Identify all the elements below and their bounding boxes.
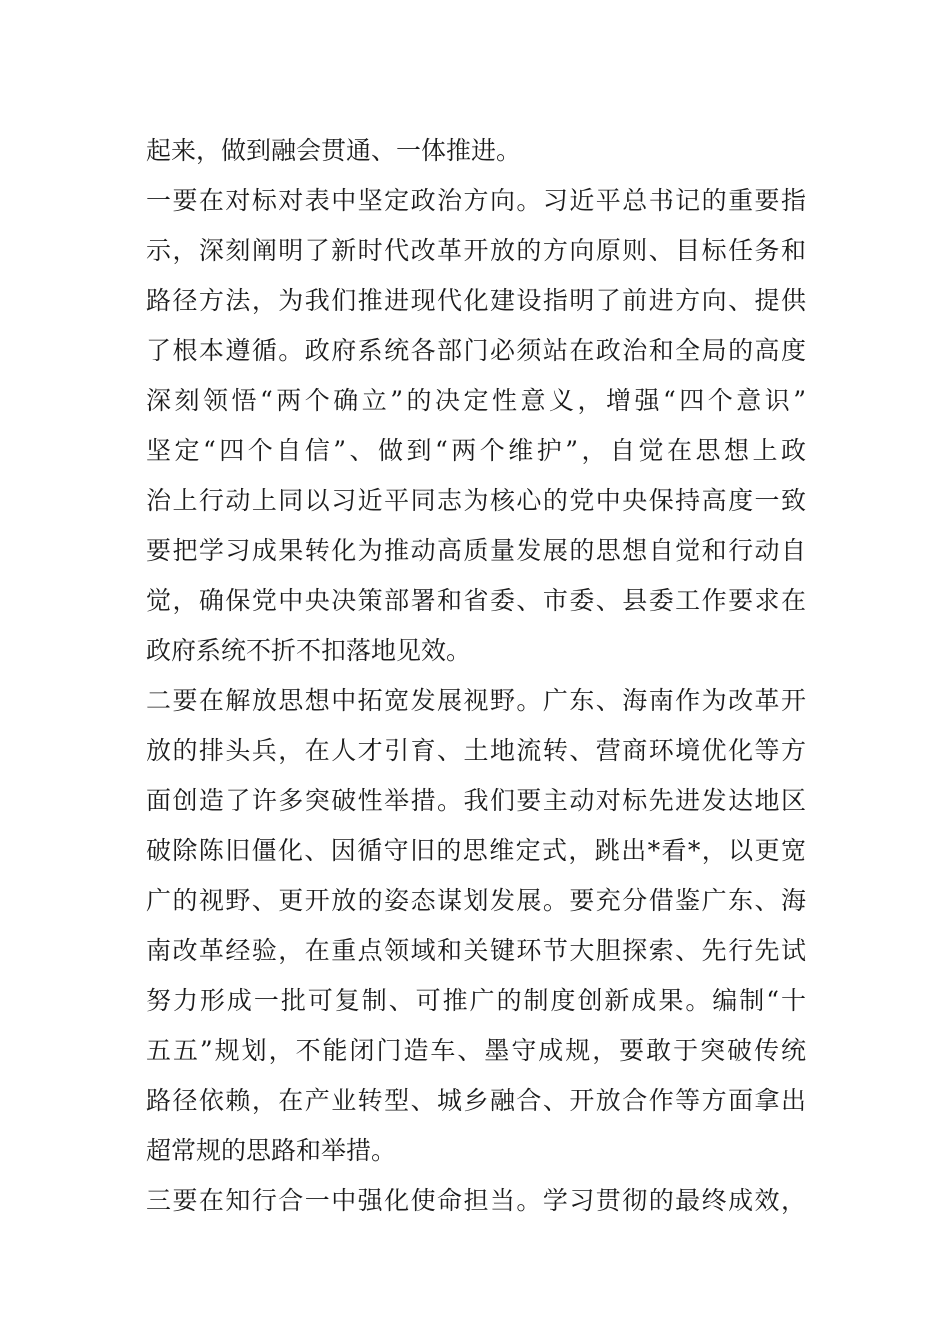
text-line: 治上行动上同以习近平同志为核心的党中央保持高度一致 (146, 486, 806, 515)
text-line: 三要在知行合一中强化使命担当。学习贯彻的最终成效， (146, 1186, 806, 1215)
text-line: 起来，做到融会贯通、一体推进。 (146, 136, 522, 165)
text-line: 广的视野、更开放的姿态谋划发展。要充分借鉴广东、海 (146, 886, 806, 915)
text-line: 五五”规划，不能闭门造车、墨守成规，要敢于突破传统 (146, 1036, 806, 1065)
text-line: 南改革经验，在重点领域和关键环节大胆探索、先行先试 (146, 936, 806, 965)
text-line: 路径方法，为我们推进现代化建设指明了前进方向、提供 (146, 286, 806, 315)
text-line: 深刻领悟“两个确立”的决定性意义，增强“四个意识” (146, 386, 806, 415)
text-line: 政府系统不折不扣落地见效。 (146, 636, 472, 665)
text-line: 破除陈旧僵化、因循守旧的思维定式，跳出*看*，以更宽 (146, 836, 806, 865)
text-line: 觉，确保党中央决策部署和省委、市委、县委工作要求在 (146, 586, 806, 615)
text-line: 路径依赖，在产业转型、城乡融合、开放合作等方面拿出 (146, 1086, 806, 1115)
text-line: 二要在解放思想中拓宽发展视野。广东、海南作为改革开 (146, 686, 806, 715)
text-line: 坚定“四个自信”、做到“两个维护”，自觉在思想上政 (146, 436, 806, 465)
text-line: 面创造了许多突破性举措。我们要主动对标先进发达地区 (146, 786, 806, 815)
text-line: 努力形成一批可复制、可推广的制度创新成果。编制“十 (146, 986, 806, 1015)
text-line: 了根本遵循。政府系统各部门必须站在政治和全局的高度 (146, 336, 806, 365)
text-line: 示，深刻阐明了新时代改革开放的方向原则、目标任务和 (146, 236, 806, 265)
text-line: 一要在对标对表中坚定政治方向。习近平总书记的重要指 (146, 186, 806, 215)
text-line: 超常规的思路和举措。 (146, 1136, 397, 1165)
text-line: 要把学习成果转化为推动高质量发展的思想自觉和行动自 (146, 536, 806, 565)
text-line: 放的排头兵，在人才引育、土地流转、营商环境优化等方 (146, 736, 806, 765)
